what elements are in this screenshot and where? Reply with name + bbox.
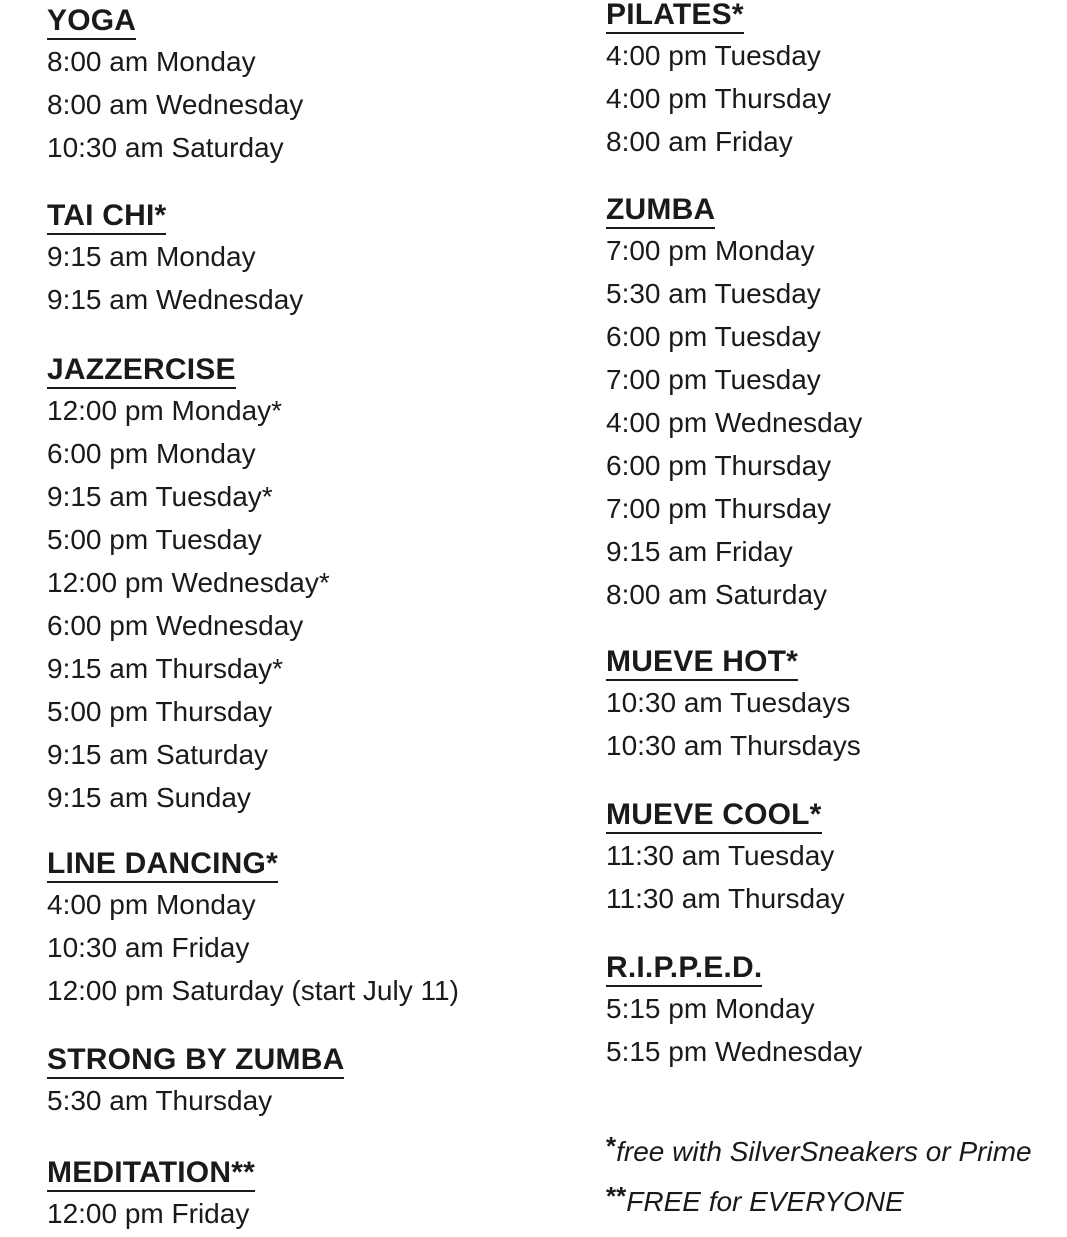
schedule-time: 8:00 am Friday bbox=[606, 126, 793, 157]
schedule-time: 10:30 am Friday bbox=[47, 932, 250, 963]
class-section-yoga bbox=[47, 4, 303, 169]
schedule-time: 5:15 pm Wednesday bbox=[606, 1036, 863, 1067]
schedule-list bbox=[47, 389, 330, 819]
class-section-jazzercise bbox=[47, 353, 330, 819]
footnote-text: free with SilverSneakers or Prime bbox=[616, 1136, 1032, 1167]
schedule-list bbox=[606, 229, 862, 616]
schedule-time: 9:15 am Saturday bbox=[47, 739, 269, 770]
schedule-time: 11:30 am Tuesday bbox=[606, 840, 835, 871]
schedule-time: 9:15 am Monday bbox=[47, 241, 256, 272]
schedule-time: 4:00 pm Thursday bbox=[606, 83, 832, 114]
asterisk-marker: ** bbox=[606, 1181, 627, 1211]
schedule-list bbox=[47, 1079, 344, 1122]
class-section-mueve-cool bbox=[606, 798, 845, 920]
schedule-time: 7:00 pm Thursday bbox=[606, 493, 832, 524]
class-title: ZUMBA bbox=[606, 193, 715, 229]
class-section-meditation bbox=[47, 1156, 255, 1235]
schedule-list bbox=[606, 34, 831, 163]
schedule-time: 9:15 am Sunday bbox=[47, 782, 251, 813]
schedule-time: 9:15 am Thursday* bbox=[47, 653, 284, 684]
schedule-list bbox=[47, 235, 303, 321]
schedule-time: 9:15 am Tuesday* bbox=[47, 481, 273, 512]
class-title: MUEVE HOT* bbox=[606, 645, 798, 681]
class-section-strong-by-zumba bbox=[47, 1043, 344, 1122]
schedule-list bbox=[47, 40, 303, 169]
class-title: TAI CHI* bbox=[47, 199, 166, 235]
asterisk-marker: * bbox=[606, 1131, 617, 1161]
schedule-time: 6:00 pm Thursday bbox=[606, 450, 832, 481]
class-title: STRONG BY ZUMBA bbox=[47, 1043, 344, 1079]
schedule-time: 11:30 am Thursday bbox=[606, 883, 845, 914]
schedule-time: 6:00 pm Tuesday bbox=[606, 321, 821, 352]
schedule-time: 7:00 pm Monday bbox=[606, 235, 815, 266]
schedule-time: 8:00 am Monday bbox=[47, 46, 256, 77]
schedule-time: 7:00 pm Tuesday bbox=[606, 364, 821, 395]
schedule-time: 8:00 am Saturday bbox=[606, 579, 828, 610]
schedule-time: 5:30 am Tuesday bbox=[606, 278, 821, 309]
schedule-list bbox=[606, 681, 861, 767]
class-section-line-dancing bbox=[47, 847, 459, 1012]
schedule-time: 12:00 pm Friday bbox=[47, 1198, 250, 1229]
schedule-time: 8:00 am Wednesday bbox=[47, 89, 304, 120]
schedule-time: 9:15 am Wednesday bbox=[47, 284, 304, 315]
schedule-list bbox=[47, 1192, 255, 1235]
schedule-time: 5:30 am Thursday bbox=[47, 1085, 273, 1116]
footnotes bbox=[606, 1121, 1032, 1221]
footnote-text: FREE for EVERYONE bbox=[626, 1186, 904, 1217]
class-section-ripped bbox=[606, 951, 862, 1073]
class-title: MUEVE COOL* bbox=[606, 798, 822, 834]
footnote-silversneakers bbox=[606, 1121, 1032, 1171]
class-title: YOGA bbox=[47, 4, 136, 40]
schedule-time: 12:00 pm Saturday (start July 11) bbox=[47, 975, 459, 1006]
schedule-time: 12:00 pm Monday* bbox=[47, 395, 283, 426]
class-title: R.I.P.P.E.D. bbox=[606, 951, 762, 987]
schedule-time: 4:00 pm Tuesday bbox=[606, 40, 821, 71]
class-title: LINE DANCING* bbox=[47, 847, 278, 883]
schedule-time: 6:00 pm Wednesday bbox=[47, 610, 304, 641]
schedule-time: 5:00 pm Thursday bbox=[47, 696, 273, 727]
schedule-time: 4:00 pm Monday bbox=[47, 889, 256, 920]
schedule-list bbox=[606, 987, 862, 1073]
class-section-pilates bbox=[606, 0, 831, 163]
schedule-time: 5:00 pm Tuesday bbox=[47, 524, 262, 555]
schedule-list bbox=[606, 834, 845, 920]
footnote-free-everyone bbox=[606, 1171, 1032, 1221]
schedule-time: 12:00 pm Wednesday* bbox=[47, 567, 330, 598]
schedule-time: 10:30 am Thursdays bbox=[606, 730, 861, 761]
schedule-time: 4:00 pm Wednesday bbox=[606, 407, 863, 438]
schedule-time: 6:00 pm Monday bbox=[47, 438, 256, 469]
schedule-time: 9:15 am Friday bbox=[606, 536, 793, 567]
schedule-time: 5:15 pm Monday bbox=[606, 993, 815, 1024]
class-section-tai-chi bbox=[47, 199, 303, 321]
schedule-list bbox=[47, 883, 459, 1012]
class-title: MEDITATION** bbox=[47, 1156, 255, 1192]
class-title: PILATES* bbox=[606, 0, 744, 34]
class-section-mueve-hot bbox=[606, 645, 861, 767]
class-section-zumba bbox=[606, 193, 862, 616]
class-title: JAZZERCISE bbox=[47, 353, 236, 389]
schedule-time: 10:30 am Saturday bbox=[47, 132, 284, 163]
schedule-time: 10:30 am Tuesdays bbox=[606, 687, 851, 718]
